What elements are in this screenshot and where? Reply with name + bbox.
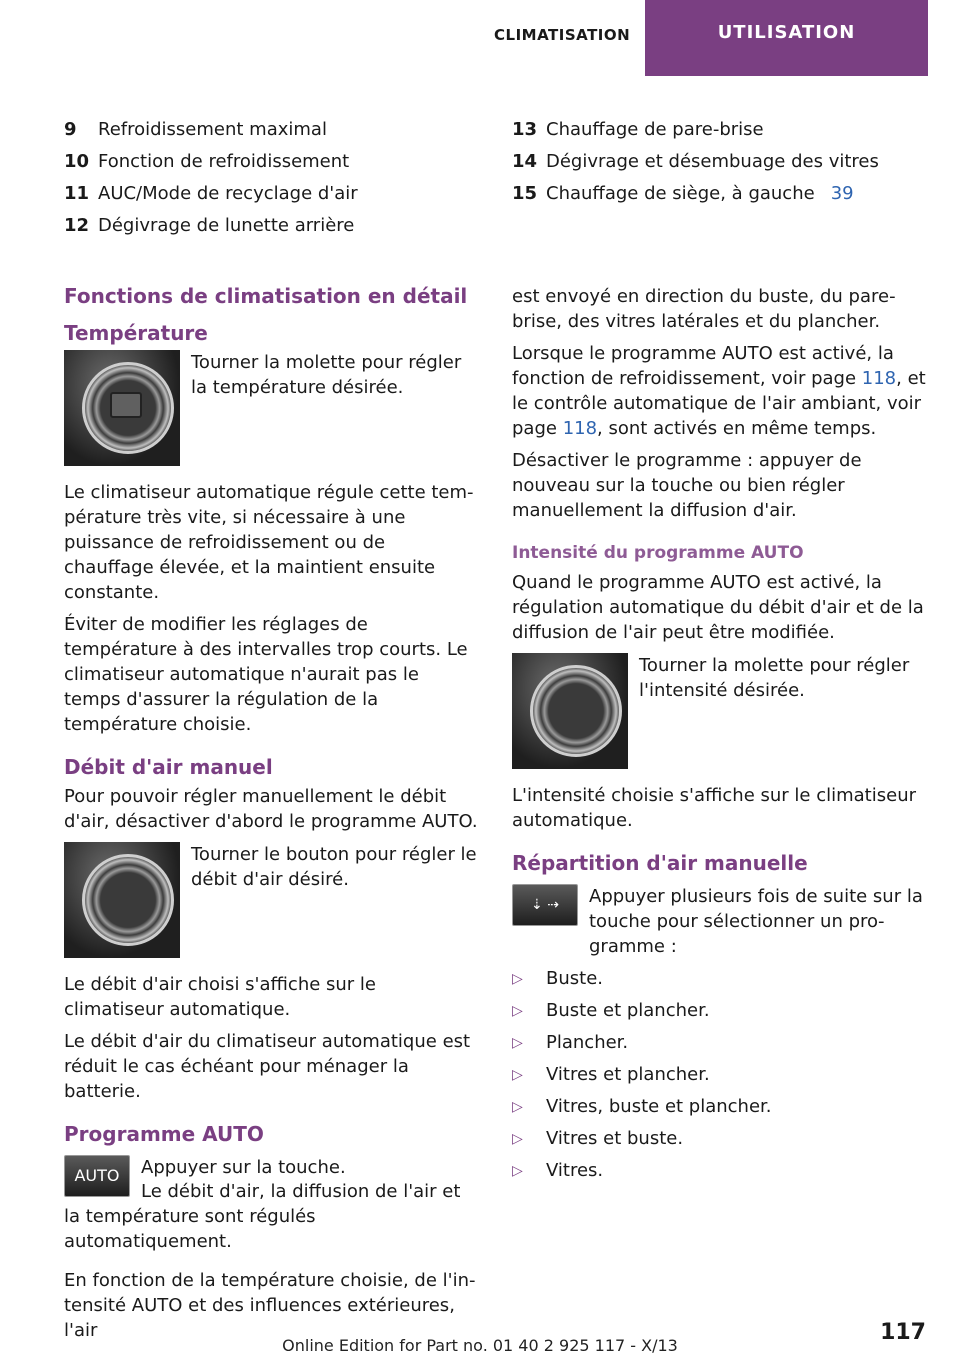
legend-num: 9 xyxy=(64,119,77,140)
paragraph: En fonction de la température choisie, de l'intensité AUTO et des influences extérieures, l'air xyxy=(64,1270,476,1341)
list-text: Vitres et buste. xyxy=(546,1128,684,1149)
legend-num: 12 xyxy=(64,215,90,236)
legend-item xyxy=(512,178,879,210)
figure-caption: Appuyer sur la touche. xyxy=(141,1157,346,1178)
triangle-bullet-icon: ▷ xyxy=(512,1163,523,1179)
paragraph xyxy=(512,341,927,441)
intensity-figure xyxy=(512,653,927,769)
paragraph: Le climatiseur automatique régule cette température très vite, si nécessaire à une puissance de refroidissement ou de chauffage élevée, et la maintient ensuite constante. xyxy=(64,482,474,603)
airflow-figure xyxy=(64,842,479,958)
text: Lorsque le programme AUTO est activé, la fonction de refroidissement, voir page xyxy=(512,343,894,389)
legend-text: Chauffage de pare-brise xyxy=(546,119,764,140)
footer: Online Edition for Part no. 01 40 2 925 117 - X/13 xyxy=(282,1336,678,1355)
legend-item xyxy=(512,146,879,178)
figure-caption: Tourner la molette pour régler la température désirée. xyxy=(191,352,462,398)
legend-text: Dégivrage et désembuage des vitres xyxy=(546,151,879,172)
heading-auto: Programme AUTO xyxy=(64,1122,264,1146)
legend-num: 13 xyxy=(512,119,538,140)
legend-num: 15 xyxy=(512,183,538,204)
list-item xyxy=(512,1027,927,1059)
legend-text: Chauffage de siège, à gauche xyxy=(546,183,815,204)
paragraph: Le débit d'air, la diffusion de l'air et la température sont régulés automatiquement. xyxy=(64,1181,461,1252)
heading-airflow: Débit d'air manuel xyxy=(64,755,273,779)
triangle-bullet-icon: ▷ xyxy=(512,1003,523,1019)
list-item xyxy=(512,1155,927,1187)
list-item xyxy=(512,995,927,1027)
page-link[interactable]: 118 xyxy=(861,368,897,389)
text: , et le contrôle automatique de l'air ambiant, voir page xyxy=(512,368,926,439)
triangle-bullet-icon: ▷ xyxy=(512,1067,523,1083)
list-text: Plancher. xyxy=(546,1032,629,1053)
text: , sont activés en même temps. xyxy=(597,418,877,439)
air-distribution-button-image: ⇣ ⇢ xyxy=(512,884,578,926)
intensity-knob-image xyxy=(512,653,628,769)
airflow-knob-image xyxy=(64,842,180,958)
program-list xyxy=(512,963,927,1187)
list-text: Vitres. xyxy=(546,1160,604,1181)
legend-right xyxy=(512,114,879,210)
legend-text: Refroidissement maximal xyxy=(98,119,327,140)
legend-num: 10 xyxy=(64,151,90,172)
left-column xyxy=(64,284,479,1350)
paragraph: est envoyé en direction du buste, du pare-brise, des vitres latérales et du plancher. xyxy=(512,286,896,332)
right-column xyxy=(512,284,927,1187)
paragraph: Désactiver le programme : appuyer de nouveau sur la touche ou bien régler manuellement la diffusion d'air. xyxy=(512,450,862,521)
heading-intensity: Intensité du programme AUTO xyxy=(512,543,804,563)
figure-caption: Tourner la molette pour régler l'intensité désirée. xyxy=(639,655,910,701)
paragraph: Éviter de modifier les réglages de température à des intervalles trop courts. Le climatiseur automatique n'aurait pas le temps d'assurer la régulation de la température choisie. xyxy=(64,614,468,735)
auto-button-image: AUTO xyxy=(64,1155,130,1197)
legend-item xyxy=(64,178,358,210)
legend-text: Dégivrage de lunette arrière xyxy=(98,215,355,236)
heading-temperature: Température xyxy=(64,321,208,345)
legend-item xyxy=(64,146,358,178)
legend-item xyxy=(512,114,879,146)
list-item xyxy=(512,963,927,995)
triangle-bullet-icon: ▷ xyxy=(512,1099,523,1115)
page-link[interactable]: 118 xyxy=(562,418,598,439)
list-item xyxy=(512,1123,927,1155)
legend-num: 11 xyxy=(64,183,90,204)
heading-distribution: Répartition d'air manuelle xyxy=(512,851,808,875)
figure-caption: Appuyer plusieurs fois de suite sur la touche pour sélectionner un programme : xyxy=(589,886,923,957)
paragraph: Le débit d'air choisi s'affiche sur le climatiseur automatique. xyxy=(64,974,377,1020)
temperature-knob-image xyxy=(64,350,180,466)
list-text: Vitres et plancher. xyxy=(546,1064,710,1085)
triangle-bullet-icon: ▷ xyxy=(512,1035,523,1051)
section-title: Fonctions de climatisation en détail xyxy=(64,284,468,308)
list-item xyxy=(512,1059,927,1091)
legend-text: Fonction de refroidissement xyxy=(98,151,350,172)
legend-item xyxy=(64,114,358,146)
list-text: Vitres, buste et plancher. xyxy=(546,1096,772,1117)
list-text: Buste. xyxy=(546,968,603,989)
header-section: CLIMATISATION xyxy=(494,26,631,44)
paragraph: Quand le programme AUTO est activé, la régulation automatique du débit d'air et de la diffusion de l'air peut être modifiée. xyxy=(512,572,924,643)
paragraph: L'intensité choisie s'affiche sur le climatiseur automatique. xyxy=(512,785,916,831)
distribution-figure xyxy=(512,884,927,959)
figure-caption: Tourner le bouton pour régler le débit d'air désiré. xyxy=(191,844,477,890)
legend-text: AUC/Mode de recyclage d'air xyxy=(98,183,358,204)
list-item xyxy=(512,1091,927,1123)
header-tab-label: UTILISATION xyxy=(717,22,856,43)
triangle-bullet-icon: ▷ xyxy=(512,971,523,987)
header-tab[interactable] xyxy=(645,0,928,76)
page-number: 117 xyxy=(880,1320,926,1345)
legend-left xyxy=(64,114,358,242)
triangle-bullet-icon: ▷ xyxy=(512,1131,523,1147)
temperature-figure xyxy=(64,350,479,466)
list-text: Buste et plancher. xyxy=(546,1000,710,1021)
legend-num: 14 xyxy=(512,151,538,172)
paragraph: Pour pouvoir régler manuellement le débit d'air, désactiver d'abord le programme AUTO. xyxy=(64,786,478,832)
page-link[interactable]: 39 xyxy=(830,183,854,204)
paragraph: Le débit d'air du climatiseur automatique est réduit le cas échéant pour ménager la batterie. xyxy=(64,1031,471,1102)
legend-item xyxy=(64,210,358,242)
